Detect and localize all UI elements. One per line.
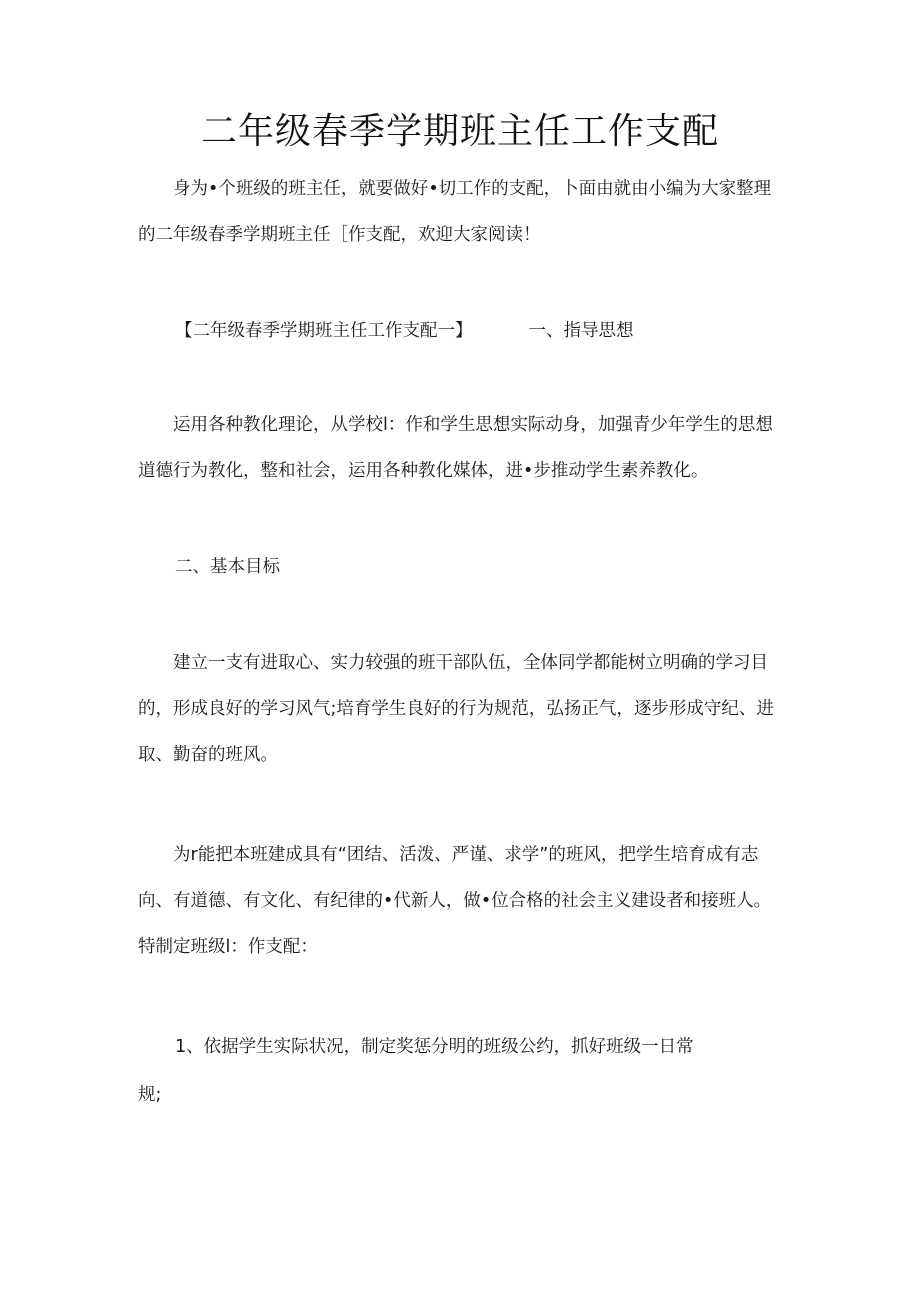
item-1-line-2: 规; (138, 1085, 162, 1105)
basic-goal-paragraph: 建立一支有进取心、实力较强的班干部队伍，全体同学都能树立明确的学习目的，形成良好的学习风气;培育学生良好的行为规范，弘扬正气，逐步形成守纪、进取、勤奋的班风。 (138, 653, 774, 765)
guiding-thought-heading: 一、指导思想 (528, 321, 634, 341)
basic-goal-heading: 二、基本目标 (175, 557, 280, 577)
section-heading-label: 【二年级春季学期班主任工作支配一】 (175, 321, 473, 341)
section-heading-row (175, 308, 825, 354)
guiding-thought-paragraph: 运用各种教化理论，从学校l：作和学生思想实际动身，加强青少年学生的思想道德行为教化，整和社会，运用各种教化媒体，进•步推动学生素养教化。 (138, 415, 773, 481)
intro-paragraph: 身为•个班级的班主任，就要做好•切工作的支配，卜面由就由小编为大家整理的二年级春季学期班主任［作支配，欢迎大家阅读！ (138, 179, 772, 245)
class-style-paragraph: 为r能把本班建成具有“团结、活泼、严谨、求学”的班风，把学生培育成有志向、有道德、有文化、有纪律的•代新人，做•位合格的社会主义建设者和接班人。特制定班级l：作支配： (138, 845, 772, 957)
item-1-line-1: 1、依据学生实际状况，制定奖惩分明的班级公约，抓好班级一日常 (175, 1037, 694, 1057)
document-title: 二年级春季学期班主任工作支配 (200, 111, 719, 152)
